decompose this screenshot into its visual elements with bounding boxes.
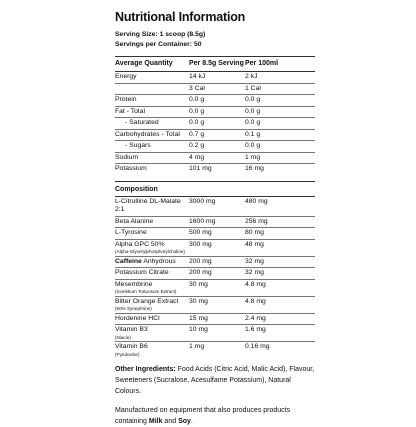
nutrition-table — [115, 72, 315, 175]
ingredient-name-cell — [115, 241, 189, 255]
ingredient-subname: (Alpha-Glycerylphosphorylcholine) — [115, 249, 185, 254]
nutrient-per-100ml: 16 mg — [245, 165, 264, 172]
ingredient-name-cell — [115, 326, 189, 340]
nutrition-row — [115, 72, 315, 84]
label-title: Nutritional Information — [115, 10, 246, 24]
nutrient-per-serving: 0.0 g — [189, 119, 205, 126]
nutrient-per-serving: 4 mg — [189, 153, 205, 161]
composition-table — [115, 197, 315, 359]
servings-per-container: Servings per Container: 50 — [115, 41, 202, 48]
nutrition-row — [115, 84, 315, 96]
nutrient-name: - Sugars — [125, 142, 151, 149]
ingredient-per-100ml: 256 mg — [245, 217, 268, 225]
nutrient-name: Carbohydrates - Total — [115, 130, 180, 138]
ingredient-subname: (Niacin) — [115, 334, 131, 340]
nutrition-header — [115, 57, 315, 71]
nutrient-per-serving: 0.2 g — [189, 142, 205, 149]
ingredient-per-serving: 200 mg — [189, 257, 212, 265]
ingredient-name-cell — [115, 229, 189, 238]
nutrient-per-100ml: 2 kJ — [245, 73, 258, 80]
nutrient-per-100ml: 1 mg — [245, 153, 261, 161]
composition-row — [115, 280, 315, 297]
ingredient-name-cell — [115, 315, 189, 324]
ingredient-name-cell — [115, 281, 189, 295]
ingredient-per-serving: 300 mg — [189, 240, 212, 248]
ingredient-per-100ml: 480 mg — [245, 197, 268, 205]
ingredient-name-cell — [115, 298, 189, 312]
ingredient-name-cell — [115, 198, 189, 215]
ingredient-per-100ml: 32 mg — [245, 269, 264, 276]
ingredient-per-serving: 200 mg — [189, 269, 212, 276]
ingredient-name-cell — [115, 218, 189, 227]
nutrition-row — [115, 95, 315, 107]
ingredient-per-serving: 1600 mg — [189, 217, 216, 225]
ingredient-per-100ml: 4.8 mg — [245, 280, 266, 288]
serving-size: Serving Size: 1 scoop (8.5g) — [115, 31, 206, 38]
nutrient-per-100ml: 0.0 g — [245, 96, 261, 103]
nutrition-row — [115, 141, 315, 153]
ingredient-per-serving: 10 mg — [189, 326, 208, 333]
composition-row — [115, 228, 315, 240]
ingredient-per-serving: 30 mg — [189, 280, 208, 288]
nutrition-row — [115, 164, 315, 175]
ingredient-per-serving: 3000 mg — [189, 197, 216, 205]
header-average-quantity: Average Quantity — [115, 60, 173, 67]
nutrient-per-serving: 0.7 g — [189, 130, 205, 138]
other-ingredients — [115, 364, 315, 397]
allergen-soy: Soy — [178, 418, 191, 425]
ingredient-name-rest: Anhydrous — [141, 257, 176, 265]
composition-row — [115, 268, 315, 280]
ingredient-per-serving: 500 mg — [189, 229, 212, 236]
ingredient-per-100ml: 32 mg — [245, 257, 264, 265]
composition-row — [115, 257, 315, 269]
nutrient-per-serving: 0.0 g — [189, 96, 205, 103]
nutrient-per-100ml: 0.1 g — [245, 130, 261, 138]
ingredient-name: Alpha GPC 50% — [115, 240, 165, 248]
composition-row — [115, 297, 315, 314]
ingredient-per-100ml: 4.8 mg — [245, 297, 266, 305]
ingredient-per-serving: 15 mg — [189, 314, 208, 322]
ingredient-per-serving: 30 mg — [189, 297, 208, 305]
ingredient-name: L-Citrulline DL-Malate 2:1 — [115, 197, 181, 213]
ingredient-per-100ml: 2.4 mg — [245, 314, 266, 322]
manufacturing-statement — [115, 405, 315, 427]
nutrition-row — [115, 153, 315, 165]
ingredient-per-100ml: 1.6 mg — [245, 326, 266, 333]
ingredient-per-serving: 1 mg — [189, 343, 205, 350]
manufacturing-and: and — [162, 418, 179, 425]
ingredient-name: Vitamin B3 — [115, 326, 148, 333]
nutrient-per-serving: 3 Cal — [189, 84, 205, 92]
nutrient-per-serving: 14 kJ — [189, 73, 206, 80]
ingredient-name-cell — [115, 269, 189, 278]
nutrition-label — [115, 10, 315, 427]
ingredient-per-100ml: 0.16 mg — [245, 343, 270, 350]
nutrition-row — [115, 107, 315, 119]
other-ingredients-label: Other Ingredients: — [115, 366, 176, 373]
composition-row — [115, 342, 315, 358]
ingredient-name: Hordenine HCl — [115, 314, 160, 322]
nutrient-per-100ml: 0.0 g — [245, 142, 261, 149]
ingredient-per-100ml: 48 mg — [245, 240, 264, 248]
nutrition-row — [115, 130, 315, 142]
composition-row — [115, 240, 315, 257]
ingredient-subname: (50% Synephrine) — [115, 306, 152, 311]
nutrient-name: Protein — [115, 96, 137, 103]
nutrition-row — [115, 118, 315, 130]
nutrient-name: Energy — [115, 73, 137, 80]
ingredient-subname: (Pyridoxine) — [115, 351, 140, 357]
ingredient-name: Potassium Citrate — [115, 269, 169, 276]
ingredient-name: Mesembrine — [115, 280, 153, 288]
ingredient-name: L-Tyrosine — [115, 229, 147, 236]
nutrient-per-100ml: 1 Cal — [245, 84, 261, 92]
composition-row — [115, 325, 315, 342]
nutrient-name: Fat - Total — [115, 107, 146, 115]
composition-row — [115, 217, 315, 229]
ingredient-name: Vitamin B6 — [115, 343, 148, 350]
composition-header: Composition — [115, 185, 158, 193]
other-ingredients-text: Food Acids (Citric Acid, Malic Acid), Flavour, Sweeteners (Sucralose, Acesulfame Potassium), Natural Colours. — [115, 366, 315, 395]
nutrient-name: Sodium — [115, 153, 139, 161]
ingredient-name: Bitter Orange Extract — [115, 297, 179, 305]
allergen-milk: Milk — [148, 418, 163, 425]
ingredient-name-bold: Caffeine — [115, 257, 142, 265]
nutrient-name: Potassium — [115, 165, 147, 172]
nutrient-per-serving: 0.0 g — [189, 107, 205, 115]
manufacturing-prefix: Manufactured on equipment that also produces products containing — [115, 407, 291, 425]
nutrient-per-100ml: 0.0 g — [245, 119, 261, 126]
header-per-100ml: Per 100ml — [245, 60, 279, 67]
nutrient-name: - Saturated — [125, 119, 159, 126]
ingredient-subname: (Sceletium Tortuosum Extract) — [115, 289, 177, 294]
nutrient-per-100ml: 0.0 g — [245, 107, 261, 115]
header-per-serving: Per 8.5g Serving — [189, 60, 244, 67]
ingredient-per-100ml: 80 mg — [245, 229, 264, 236]
manufacturing-end: . — [190, 418, 193, 425]
ingredient-name-cell — [115, 258, 189, 267]
nutrient-per-serving: 101 mg — [189, 165, 212, 172]
ingredient-name-cell — [115, 343, 189, 357]
ingredient-name: Beta Alanine — [115, 217, 154, 225]
composition-row — [115, 314, 315, 326]
composition-row — [115, 197, 315, 217]
